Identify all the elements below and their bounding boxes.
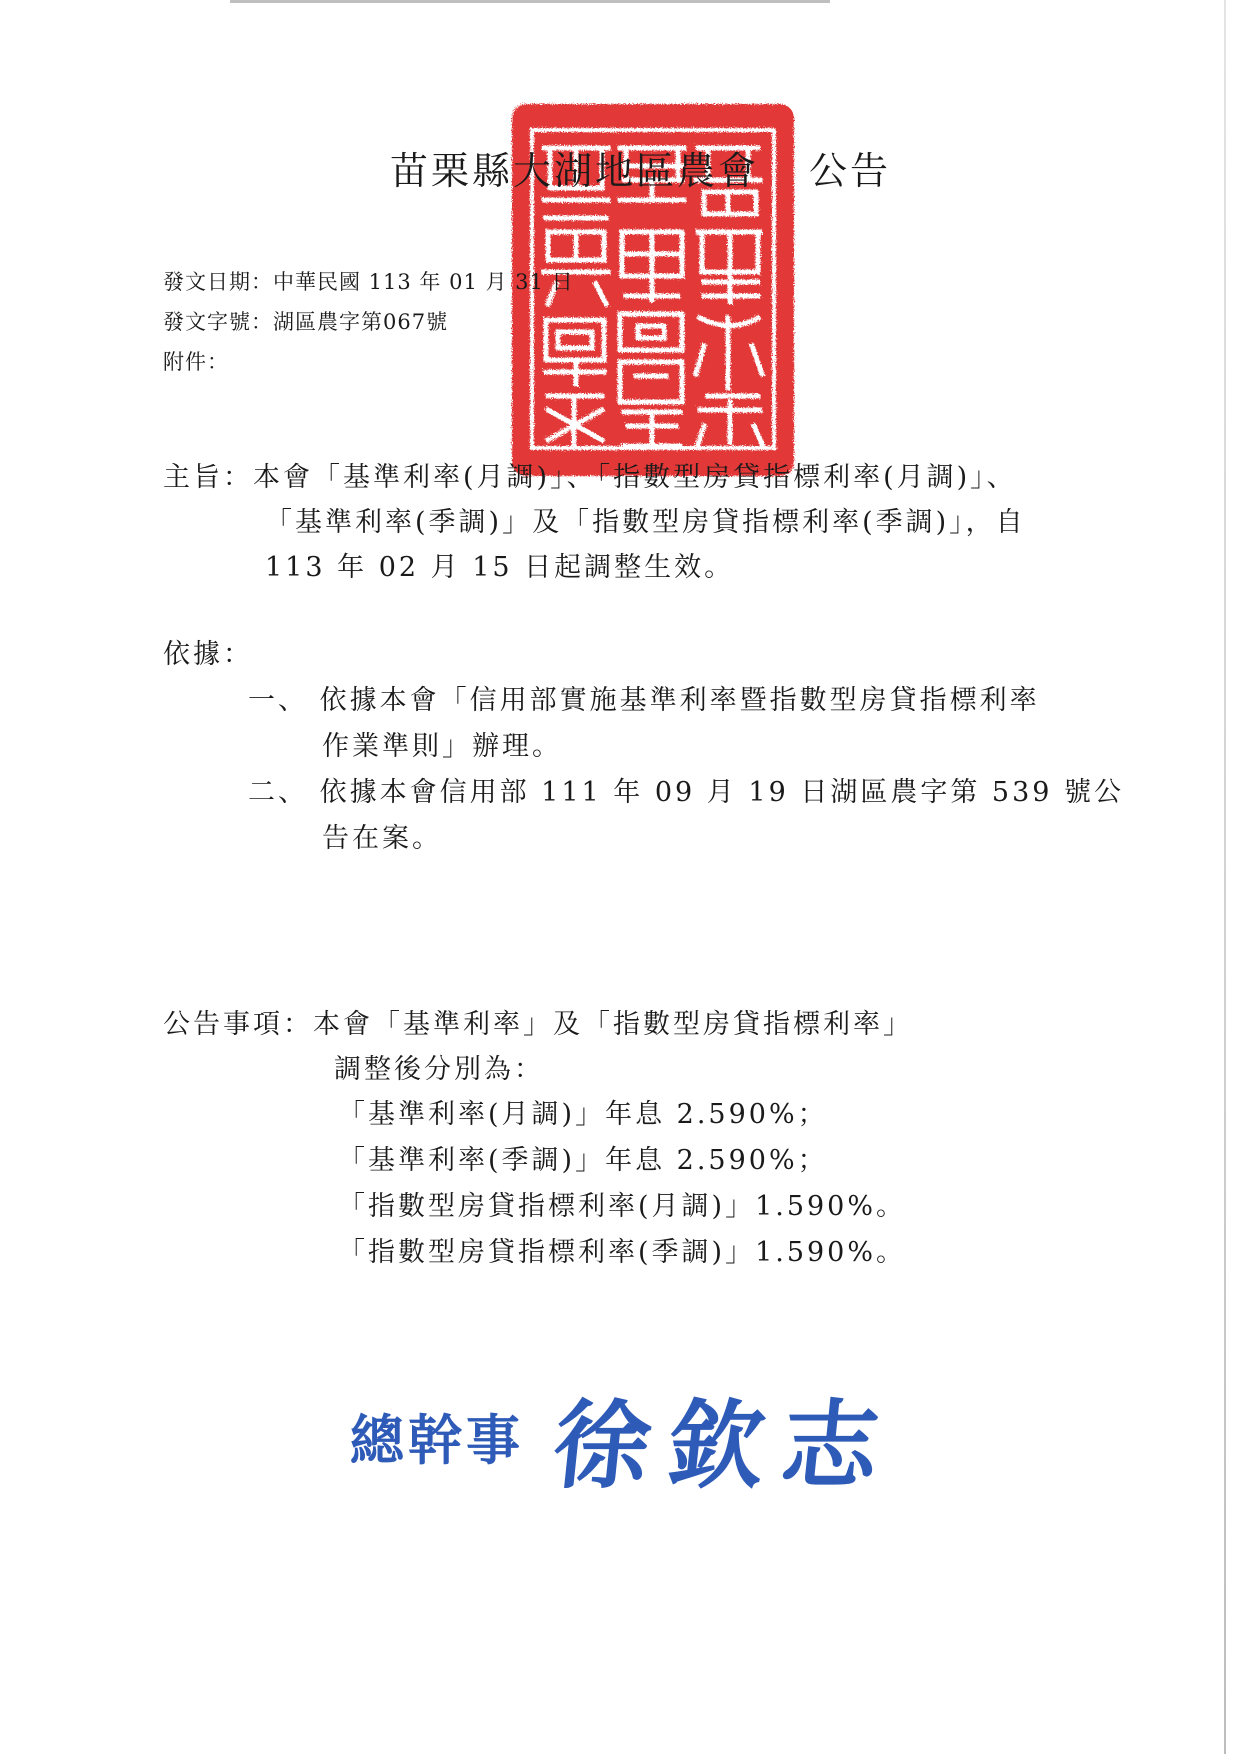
document-title — [390, 140, 891, 195]
rate-item: 「基準利率(月調)」年息 2.590%； — [338, 1099, 828, 1130]
doc-type: 公告 — [809, 149, 892, 193]
rate-item: 「指數型房貸指標利率(季調)」1.590%。 — [338, 1237, 907, 1268]
org-name: 苗栗縣大湖地區農會 — [390, 149, 760, 193]
signature-block — [350, 1370, 910, 1502]
basis-item-1-line-1: 一、 依據本會「信用部實施基準利率暨指數型房貸指標利率 — [248, 685, 1040, 716]
rate-item: 「基準利率(季調)」年息 2.590%； — [338, 1145, 828, 1176]
subject-line-1: 主旨：本會「基準利率(月調)」、「指數型房貸指標利率(月調)」、 — [163, 462, 1017, 493]
rate-item: 「指數型房貸指標利率(月調)」1.590%。 — [338, 1191, 907, 1222]
notice-line-1: 公告事項：本會「基準利率」及「指數型房貸指標利率」 — [163, 1009, 913, 1040]
basis-item-1-line-2: 作業準則」辦理。 — [322, 731, 562, 762]
attachment-label: 附件： — [163, 350, 229, 374]
document-number: 發文字號：湖區農字第067號 — [163, 310, 449, 334]
basis-item-2-line-1: 二、 依據本會信用部 111 年 09 月 19 日湖區農字第 539 號公 — [248, 777, 1125, 808]
subject-line-3: 113 年 02 月 15 日起調整生效。 — [265, 552, 735, 583]
signatory-title: 總幹事 — [350, 1408, 524, 1472]
scan-edge-right — [1224, 0, 1226, 1754]
notice-line-2: 調整後分別為： — [334, 1054, 544, 1085]
signatory-name: 徐欽志 — [548, 1389, 903, 1502]
issue-date: 發文日期：中華民國 113 年 01 月 31 日 — [163, 270, 574, 294]
basis-label: 依據： — [163, 639, 253, 670]
subject-line-2: 「基準利率(季調)」及「指數型房貸指標利率(季調)」，自 — [265, 507, 1026, 538]
basis-item-2-line-2: 告在案。 — [322, 823, 442, 854]
scan-edge-top — [230, 0, 830, 3]
